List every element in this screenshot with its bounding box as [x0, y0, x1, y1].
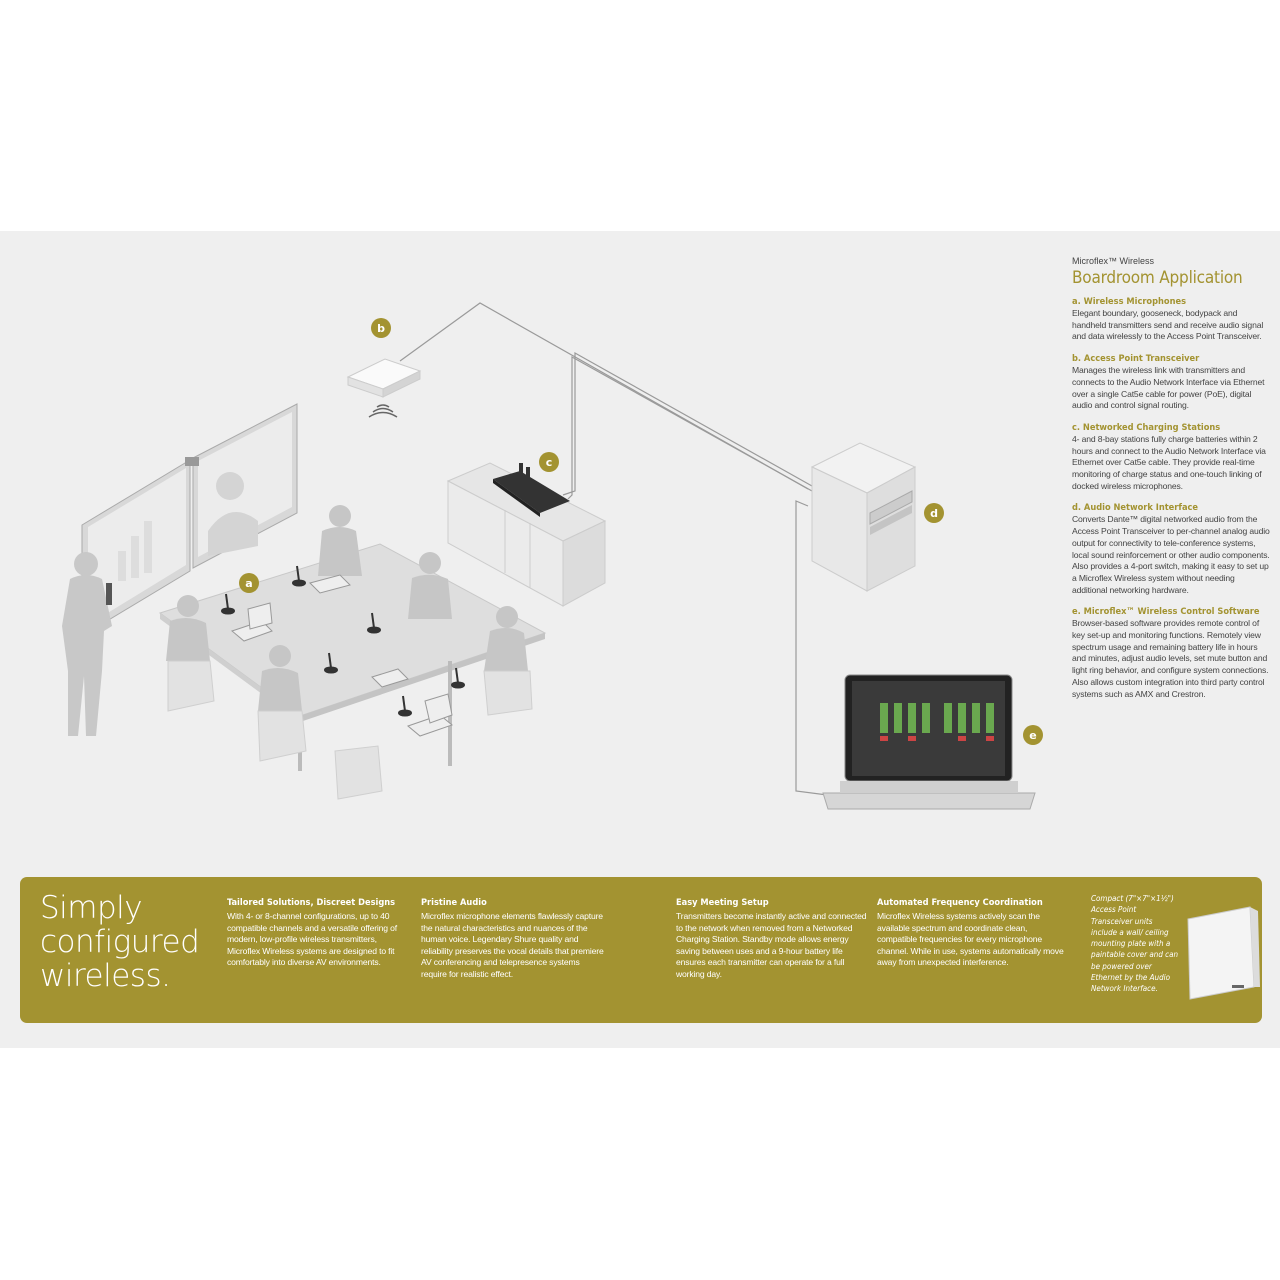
feature-heading: Pristine Audio [421, 897, 487, 908]
feature-frequency-coordination [877, 897, 1069, 969]
microphone-icon [519, 463, 523, 479]
wireless-signal-icon [369, 405, 397, 417]
laptop-control-software [823, 675, 1035, 809]
section-audio-network-interface [1072, 502, 1272, 596]
product-kicker: Microflex™ Wireless [1072, 256, 1155, 266]
credenza [448, 463, 605, 606]
section-control-software [1072, 606, 1272, 700]
feature-heading: Automated Frequency Coordination [877, 897, 1043, 908]
marker-a [239, 573, 259, 593]
feature-body: Microflex microphone elements flawlessly capture the natural characteristics and nuances of the human voice. Legendary Shure quality and reliability preserves the vocal details that premiere AV conferencing and telepresence systems require for realistic effect. [421, 911, 604, 979]
feature-banner [20, 877, 1262, 1023]
attendee [318, 505, 362, 576]
camera-icon [185, 457, 199, 466]
marker-label: e [1029, 729, 1037, 742]
section-access-point [1072, 353, 1272, 412]
feature-pristine-audio [421, 897, 607, 981]
section-heading: e. Microflex™ Wireless Control Software [1072, 606, 1260, 618]
equipment-rack [812, 443, 915, 591]
cable-access-point [400, 303, 808, 489]
marker-b [371, 318, 391, 338]
sidebar-title: Boardroom Application [1072, 268, 1243, 288]
feature-body: Microflex Wireless systems actively scan the available spectrum and coordinate clean, compatible frequencies for every microphone channel. While in use, systems automatically move away from unexpected interference. [877, 911, 1064, 968]
feature-heading: Tailored Solutions, Discreet Designs [227, 897, 396, 908]
marker-label: a [245, 577, 253, 590]
marker-c [539, 452, 559, 472]
section-body: Browser-based software provides remote control of key set-up and monitoring functions. Remotely view spectrum usage and remaining battery life in hours and minutes, adjust audio levels, set mute button and light ring behavior, and configure system connections. Also allows custom integration into third party control systems such as AMX and Crestron. [1072, 618, 1269, 699]
access-point-photo [1180, 903, 1264, 1001]
brochure-page [0, 231, 1280, 1048]
section-heading: a. Wireless Microphones [1072, 296, 1186, 307]
section-heading: d. Audio Network Interface [1072, 502, 1199, 514]
section-wireless-microphones [1072, 296, 1272, 343]
marker-label: c [545, 456, 553, 469]
section-heading: c. Networked Charging Stations [1072, 421, 1221, 433]
microphone-icon [526, 467, 530, 483]
marker-label: d [930, 507, 938, 520]
feature-body: With 4- or 8-channel configurations, up to 40 compatible channels and a versatile offering of modern, low-profile wireless transmitters, Microflex Wireless systems are designed to fit comfortably into diverse AV environments. [227, 911, 398, 968]
section-body: Converts Dante™ digital networked audio from the Access Point Transceiver to per-channel analog audio output for connectivity to tele-conference systems, local sound reinforcement or other audio components. Also provides a 4-port switch, making it easy to set up a Microflex Wireless system without needing additional networking hardware. [1072, 514, 1270, 595]
section-charging-stations [1072, 422, 1272, 493]
access-point-caption: Compact (7"×7"×1½") Access Point Transceiver units include a wall/ ceiling mounting plate with a paintable cover and can be powered over Ethernet by the Audio Network Interface. [1091, 894, 1179, 994]
handheld-mic-icon [106, 583, 112, 605]
feature-heading: Easy Meeting Setup [676, 897, 769, 908]
marker-d [924, 503, 944, 523]
gooseneck-mic-icon [456, 668, 458, 683]
gooseneck-mic-icon [403, 696, 405, 711]
section-body: Elegant boundary, gooseneck, bodypack and handheld transmitters send and receive audio signal and data wirelessly to the Access Point Transceiver. [1072, 308, 1264, 342]
access-point-transceiver [348, 359, 420, 417]
feature-easy-setup [676, 897, 870, 981]
section-heading: b. Access Point Transceiver [1072, 353, 1200, 365]
application-sidebar [1072, 256, 1272, 710]
section-body: Manages the wireless link with transmitters and connects to the Audio Network Interface via Ethernet over a single Cat5e cable for power (PoE), digital audio and control signal routing. [1072, 365, 1265, 411]
cable-charging-station-2 [568, 357, 812, 499]
section-body: 4- and 8-bay stations fully charge batteries within 2 hours and connect to the Audio Network Interface via Ethernet over Cat5e cable. They provide real-time monitoring of charge status and one-touch linking of docked wireless microphones. [1072, 433, 1266, 491]
feature-tailored-solutions [227, 897, 409, 969]
cable-charging-station [563, 353, 812, 495]
marker-e [1023, 725, 1043, 745]
feature-body: Transmitters become instantly active and connected to the network when removed from a Networked Charging Station. Standby mode allows energy saving between uses and a 9-hour battery life ensures each transmitter can operate for a full working day. [676, 911, 867, 979]
attendee [408, 552, 452, 619]
banner-headline: Simply configured wireless. [40, 890, 200, 994]
marker-label: b [377, 322, 385, 335]
